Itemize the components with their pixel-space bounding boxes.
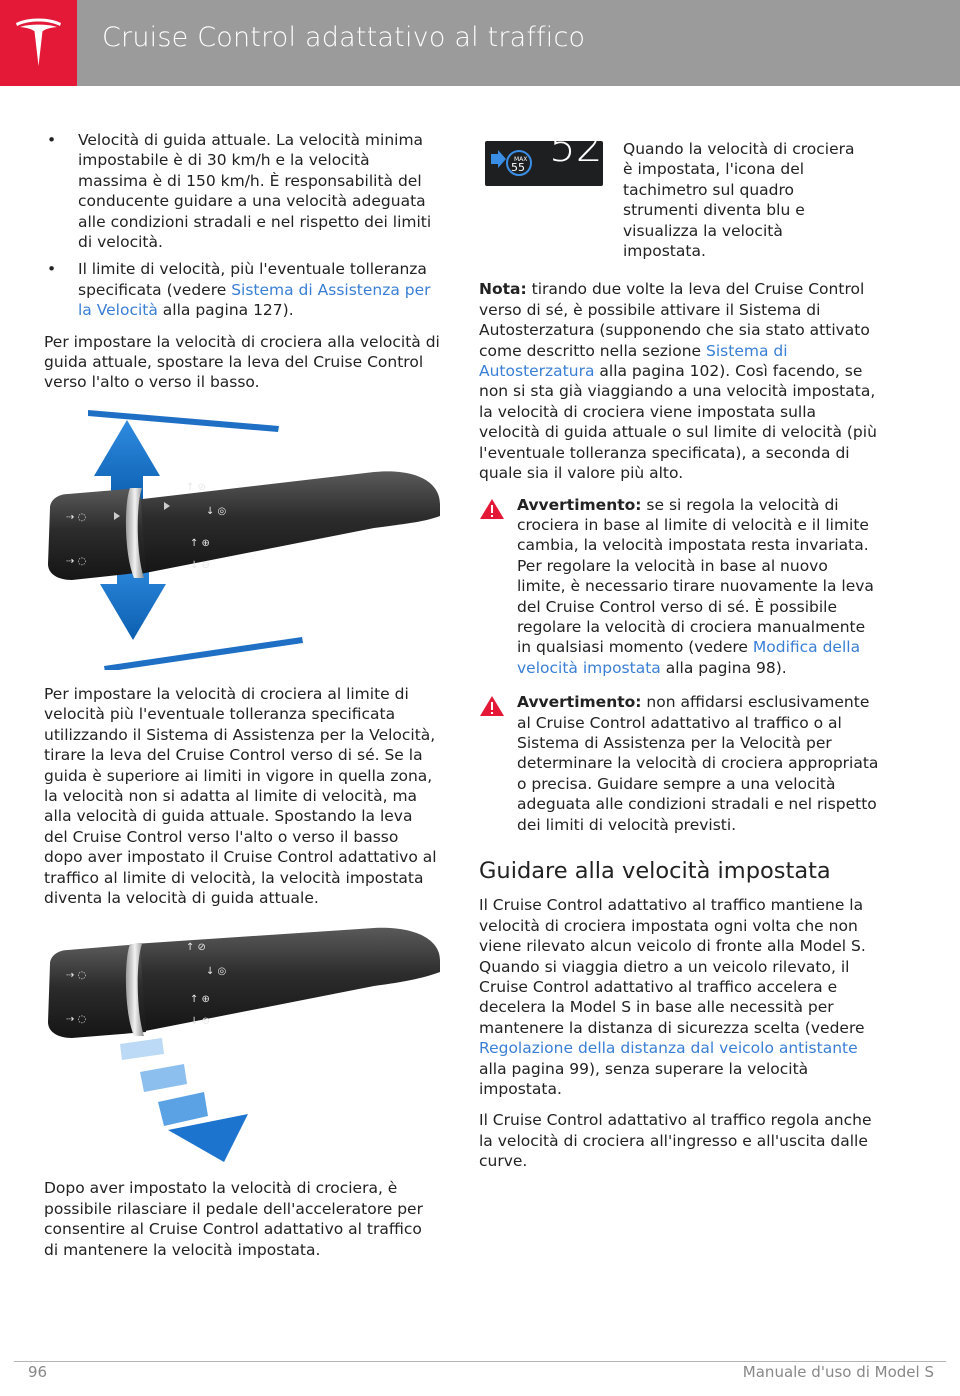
note-label: Nota: [479,280,527,299]
link-distance-setting[interactable]: Regolazione della distanza dal veicolo antistante [479,1039,858,1058]
list-item: • Velocità di guida attuale. La velocità minima impostabile è di 30 km/h e la velocità massima è di 150 km/h. È responsabilità del conducente guidare a una velocità adeguata alle condizioni stradali e nel rispetto dei limiti di velocità. [44,130,440,252]
svg-text:⇢ ◌: ⇢ ◌ [66,555,87,567]
logo-badge [0,0,77,86]
bullet-text: Il limite di velocità, più l'eventuale tolleranza specificata (vedere [78,260,427,299]
tesla-logo-icon [14,17,63,69]
paragraph-text: alla pagina 99), senza superare la velocità impostata. [479,1059,809,1099]
max-speed-value: 55 [511,161,525,174]
warning-text [517,495,879,679]
max-label: MAX [514,156,528,163]
left-column [44,130,440,1271]
paragraph-text: Il Cruise Control adattativo al traffico mantiene la velocità di crociera impostata ogni volta che non viene rilevato alcun veicolo di fronte alla Model S. Quando si viaggia dietro a un veicolo rilevato, il Cruise Control adattativo al traffico accelera e decelera la Model S in base alle necessità per mantenere la distanza di sicurezza scelta (vedere [479,896,866,1037]
link-speed-assist[interactable]: Sistema di Assistenza per la Velocità [78,280,431,320]
footer-divider [14,1361,946,1362]
svg-text:↑ ⊕: ↑ ⊕ [190,994,210,1006]
warning-body: non affidarsi esclusivamente al Cruise Control adattativo al traffico o al Sistema di Assistenza per la Velocità per determinare la velocità di crociera appropriata o precisa. Guidare sempre a una velocità adeguata alle condizioni stradali e nel rispetto dei limiti di velocità previsti. [517,693,879,834]
link-modify-speed[interactable]: Modifica della velocità impostata [517,638,861,677]
footer-title: Manuale d'uso di Model S [742,1363,934,1381]
warning-block [479,495,879,679]
note-text: alla pagina 102). Così facendo, se non si sta già viaggiando a una velocità impostata, la velocità di crociera viene impostata sulla velocità di guida attuale o sul limite di velocità (più l'eventuale tolleranza specificata), a seconda di quale sia il valore più alto. [479,362,877,483]
svg-text:⇢ ◌: ⇢ ◌ [66,1014,87,1026]
page-title: Cruise Control adattativo al traffico [102,22,586,53]
page-number: 96 [28,1363,48,1381]
warning-block [479,692,879,835]
paragraph: Dopo aver impostato la velocità di crociera, è possibile rilasciare il pedale dell'acceleratore per consentire al Cruise Control adattativo al traffico di mantenere la velocità impostata. [44,1179,423,1259]
paragraph: Per impostare la velocità di crociera al limite di velocità più l'eventuale tolleranza specificata utilizzando il Sistema di Assistenza per la Velocità, tirare la leva del Cruise Control verso di sé. Se la guida è superiore ai limiti in vigore in quella zona, la velocità non si adatta al limite di velocità, ma alla velocità di guida attuale. Spostando la leva del Cruise Control verso l'alto o verso il basso dopo aver impostato il Cruise Control adattativo al traffico al limite di velocità, la velocità impostata diventa la velocità di guida attuale. [44,684,437,907]
warning-body: se si regola la velocità di crociera in base al limite di velocità e il limite cambia, la velocità impostata resta invariata. Per regolare la velocità in base al nuovo limite, è necessario tirare nuovamente la leva del Cruise Control verso di sé. È possibile regolare la velocità di crociera manualmente in qualsiasi momento (vedere [517,495,874,657]
warning-text [517,692,879,835]
svg-text:↑ ⊘: ↑ ⊘ [186,481,206,493]
svg-text:↑ ⊕: ↑ ⊕ [190,537,210,549]
right-column [479,122,879,1183]
link-autosteer[interactable]: Sistema di Autosterzatura [479,341,788,381]
svg-text:⇢ ◌: ⇢ ◌ [66,511,87,523]
warning-icon [479,495,517,679]
stalk-pull-illustration [44,924,440,1164]
section-heading: Guidare alla velocità impostata [479,858,831,884]
bullet-text: alla pagina 127). [157,301,294,320]
note-text: tirando due volte la leva del Cruise Control verso di sé, è possibile attivare il Sistema di Autosterzatura (supponendo che sia stato attivato come descritto nella sezione [479,280,870,360]
paragraph: Per impostare la velocità di crociera alla velocità di guida attuale, spostare la leva del Cruise Control verso l'alto o verso il basso. [44,332,440,392]
speedometer-display [485,122,603,186]
list-item [44,259,440,320]
paragraph [479,895,879,1099]
paragraph: Il Cruise Control adattativo al traffico regola anche la velocità di crociera all'ingresso e all'uscita dalle curve. [479,1111,872,1171]
svg-text:↓ ⊖: ↓ ⊖ [190,1016,210,1028]
page-header [0,0,960,86]
svg-text:↑ ⊘: ↑ ⊘ [186,942,206,954]
svg-text:↓ ◎: ↓ ◎ [206,505,227,517]
speedometer-figure [479,122,879,261]
stalk-up-down-illustration [44,404,440,670]
warning-body: alla pagina 98). [660,658,787,677]
svg-text:↓ ⊖: ↓ ⊖ [190,559,210,571]
note-paragraph [479,279,879,483]
svg-text:↓ ◎: ↓ ◎ [206,966,227,978]
svg-text:⇢ ◌: ⇢ ◌ [66,970,87,982]
speedometer-caption: Quando la velocità di crociera è impostata, l'icona del tachimetro sul quadro strumenti diventa blu e visualizza la velocità impostata. [623,140,855,261]
bullet-list [44,130,440,321]
warning-icon [479,692,517,835]
warning-label: Avvertimento: [517,495,642,514]
current-speed-value: 52 [549,122,603,171]
warning-label: Avvertimento: [517,693,642,712]
